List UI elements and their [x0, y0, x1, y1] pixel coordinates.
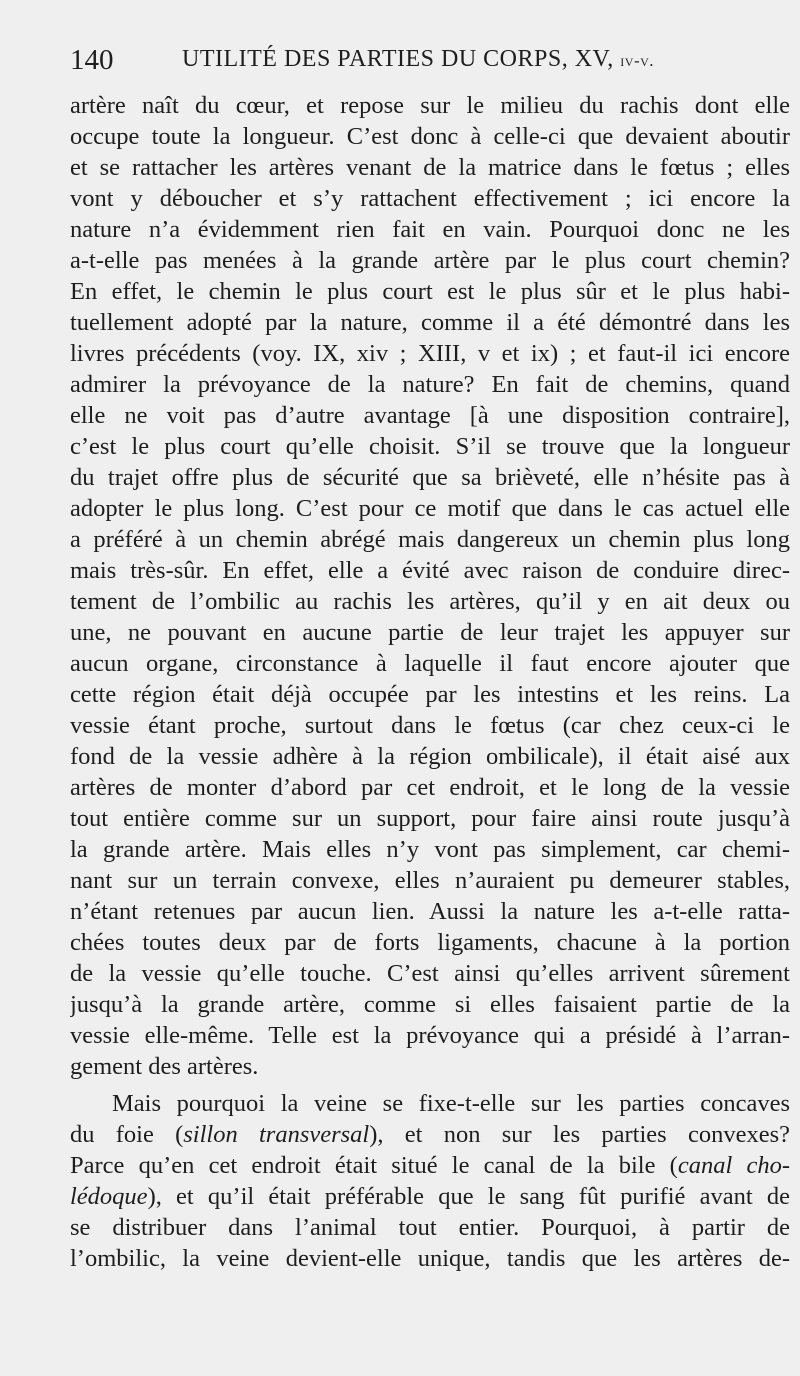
text-line: vessie elle-même. Telle est la prévoyance qui a présidé à l’arran- — [70, 1022, 790, 1049]
text-line: se distribuer dans l’animal tout entier. Pourquoi, à partir de — [70, 1214, 790, 1241]
text-line: aucun organe, circonstance à laquelle il faut encore ajouter que — [70, 650, 790, 677]
text-line: mais très-sûr. En effet, elle a évité avec raison de conduire direc- — [70, 557, 790, 584]
text-line: vont y déboucher et s’y rattachent effectivement ; ici encore la — [70, 185, 790, 212]
italic-term: canal cho- — [677, 1152, 790, 1179]
section-ref: iv-v. — [620, 51, 655, 70]
text-line: l’ombilic, la veine devient-elle unique, tandis que les artères de- — [70, 1245, 790, 1272]
text-line: artères de monter d’abord par cet endroit, et le long de la vessie — [70, 774, 790, 801]
text-line: et se rattacher les artères venant de la matrice dans le fœtus ; elles — [70, 154, 790, 181]
text-line: tout entière comme sur un support, pour faire ainsi route jusqu’à — [70, 805, 790, 832]
page-number: 140 — [70, 44, 114, 76]
text-line: a préféré à un chemin abrégé mais dangereux un chemin plus long — [70, 526, 790, 553]
text-line: nant sur un terrain convexe, elles n’auraient pu demeurer stables, — [70, 867, 790, 894]
running-header — [70, 44, 710, 80]
text-line: Mais pourquoi la veine se fixe-t-elle sur les parties concaves — [112, 1090, 790, 1117]
text-line: artère naît du cœur, et repose sur le milieu du rachis dont elle — [70, 92, 790, 119]
text-line: occupe toute la longueur. C’est donc à celle-ci que devaient aboutir — [70, 123, 790, 150]
text-line: vessie étant proche, surtout dans le fœtus (car chez ceux-ci le — [70, 712, 790, 739]
text-line: tement de l’ombilic au rachis les artères, qu’il y en ait deux ou — [70, 588, 790, 615]
text-line: jusqu’à la grande artère, comme si elles faisaient partie de la — [70, 991, 790, 1018]
paragraph-2 — [70, 1088, 790, 1274]
text-line: n’étant retenues par aucun lien. Aussi la nature les a-t-elle ratta- — [70, 898, 790, 925]
text-line: En effet, le chemin le plus court est le plus sûr et le plus habi- — [70, 278, 790, 305]
text-line: admirer la prévoyance de la nature? En fait de chemins, quand — [70, 371, 790, 398]
text-line: livres précédents (voy. IX, xiv ; XIII, v et ix) ; et faut-il ici encore — [70, 340, 790, 367]
text-line: du trajet offre plus de sécurité que sa brièveté, elle n’hésite pas à — [70, 464, 790, 491]
text-line: la grande artère. Mais elles n’y vont pas simplement, car chemi- — [70, 836, 790, 863]
text-line: fond de la vessie adhère à la région ombilicale), il était aisé aux — [70, 743, 790, 770]
text-line: c’est le plus court qu’elle choisit. S’il se trouve que la longueur — [70, 433, 790, 460]
text-line: adopter le plus long. C’est pour ce motif que dans le cas actuel elle — [70, 495, 790, 522]
running-title — [182, 46, 654, 73]
text-line: cette région était déjà occupée par les intestins et les reins. La — [70, 681, 790, 708]
running-title-text: UTILITÉ DES PARTIES DU CORPS, XV, — [182, 46, 614, 72]
text-line: gement des artères. — [70, 1053, 259, 1080]
text-line: tuellement adopté par la nature, comme il a été démontré dans les — [70, 309, 790, 336]
text-line: elle ne voit pas d’autre avantage [à une disposition contraire], — [70, 402, 790, 429]
italic-term: lédoque — [70, 1183, 148, 1210]
italic-term: sillon transversal — [183, 1121, 370, 1148]
text-line: nature n’a évidemment rien fait en vain. Pourquoi donc ne les — [70, 216, 790, 243]
text-line: chées toutes deux par de forts ligaments, chacune à la portion — [70, 929, 790, 956]
text-line: du foie (sillon transversal), et non sur les parties convexes? — [70, 1121, 790, 1148]
paragraph-1 — [70, 90, 790, 1082]
text-line: Parce qu’en cet endroit était situé le canal de la bile (canal cho- — [70, 1152, 790, 1179]
text-line: a-t-elle pas menées à la grande artère par le plus court chemin? — [70, 247, 790, 274]
text-line: lédoque), et qu’il était préférable que le sang fût purifié avant de — [70, 1183, 790, 1210]
body-text — [70, 90, 790, 1274]
text-line: une, ne pouvant en aucune partie de leur trajet les appuyer sur — [70, 619, 790, 646]
text-line: de la vessie qu’elle touche. C’est ainsi qu’elles arrivent sûrement — [70, 960, 790, 987]
